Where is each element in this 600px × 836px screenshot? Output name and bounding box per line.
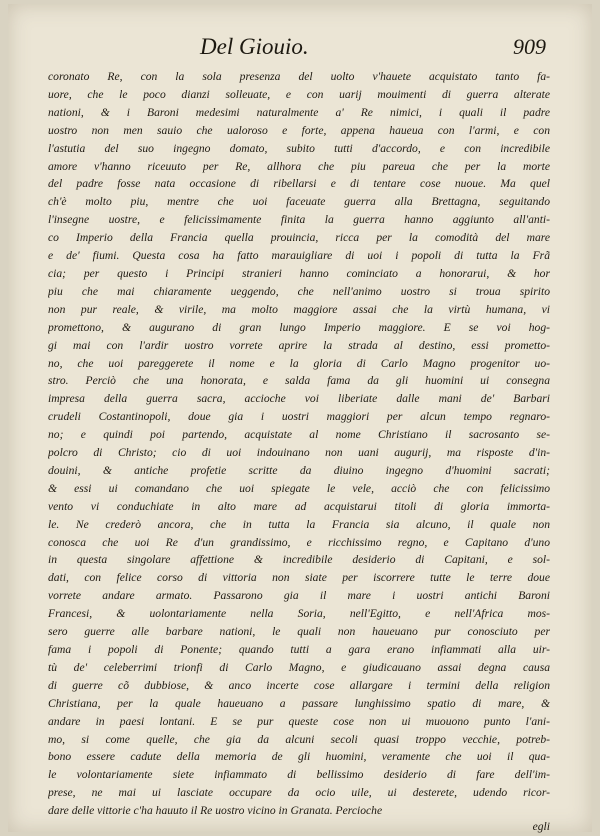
text-line: fama i popoli di Ponente; quando tutti a gara erano infiammati alla uir- <box>48 643 550 656</box>
text-line: e de' fiumi. Questa cosa ha fatto marauigliare di uoi i popoli di tutta la Frã <box>48 249 550 263</box>
text-line: nationi, & i Baroni medesimi naturalmente a' Re nimici, i quali il padre <box>48 105 550 119</box>
page-header <box>48 34 546 64</box>
text-line: del padre fosse nata occasione di ribellarsi e di tentare cose nuoue. Ma quel <box>48 177 550 191</box>
text-line: uostro non men sauio che ualoroso e forte, appena haueua con l'armi, e con <box>48 123 550 137</box>
text-line: Francesi, & uolontariamente nella Soria, nell'Egitto, e nell'Africa mos- <box>48 607 550 621</box>
text-line: uore, che le poco dianzi solleuate, e con uarij mouimenti di guerra alterate <box>48 87 550 101</box>
text-line: conosca che uoi Re d'un grandissimo, e ricchissimo regno, e Capitano d'uno <box>48 535 550 549</box>
text-line: coronato Re, con la sola presenza del uolto v'hauete acquistato tanto fa- <box>48 70 550 83</box>
text-line: dare delle vittorie c'ha hauuto il Re uostro vicino in Granata. Percioche <box>48 804 383 818</box>
text-line: non pur reale, & virile, ma molto maggiore assai che la virtù humana, vi <box>48 302 550 316</box>
text-line: l'astutia del suo ingegno domato, subito tutti d'accordo, e con incredibile <box>48 141 550 155</box>
text-line: mo, si come quelle, che gia da alcuni secoli quasi troppo vecchie, potreb- <box>48 732 550 746</box>
catchword: egli <box>532 820 550 834</box>
text-line: in questa singolare affettione & incredibile desiderio di Capitani, e sol- <box>48 553 550 567</box>
text-line: impresa della guerra sacra, accioche voi liberiate dalle mani de' Barbari <box>48 392 550 406</box>
text-line: le volontariamente siete infiammato di bellissimo desiderio di fare dell'im- <box>48 768 550 782</box>
text-line: amore v'hanno riceuuto per Re, allhora che piu pareua che per la morte <box>48 159 550 173</box>
text-line: sero guerre alle barbare nationi, le quali non haueuano pur conosciuto per <box>48 625 550 639</box>
text-line: vento vi conduchiate in alto mare ad acquistarui titoli di gloria immorta- <box>48 499 550 513</box>
text-line: douini, & antiche profetie scritte da diuino ingegno d'huomini sacrati; <box>48 463 550 477</box>
text-line: polcro di Christo; cio di uoi indouinano non uani augurij, ma risposte d'in- <box>48 446 550 460</box>
body-text <box>48 68 550 834</box>
text-line: no; e quindi poi partendo, acquistate al nome Christiano il sacrosanto se- <box>48 428 550 442</box>
book-page <box>8 4 592 832</box>
text-line: & essi ui comandano che uoi spiegate le vele, acciò che con felicissimo <box>48 481 550 495</box>
page-number: 909 <box>513 34 546 59</box>
text-line: ch'è molto piu, mentre che uoi faceuate guerra alla Brettagna, seguitando <box>48 195 550 209</box>
text-line: cia; per questo i Principi stranieri hanno cominciato a honorarui, & hor <box>48 266 550 280</box>
text-line: promettono, & augurano di gran lungo Imperio maggiore. E se voi hog- <box>48 320 550 334</box>
text-line: bono essere cadute della memoria de gli huomini, veramente che uoi il qua- <box>48 750 550 764</box>
text-line: no, che uoi pareggerete il nome e la gloria di Carlo Magno progenitor uo- <box>48 356 550 370</box>
text-line: vorrete andare armato. Passarono gia il mare i uostri antichi Baroni <box>48 589 550 603</box>
text-line: andare in paesi lontani. E se pur queste cose non ui muouono punto l'ani- <box>48 714 550 728</box>
text-line: le. Ne crederò ancora, che in tutta la Francia sia alcuno, il quale non <box>48 517 550 531</box>
text-line: crudeli Costantinopoli, doue gia i uostri maggiori per alcun tempo regnaro- <box>48 410 550 424</box>
text-line: tù de' celeberrimi trionfi di Carlo Magno, e giudicauano assai degna causa <box>48 660 550 674</box>
text-line: co Imperio della Francia quella prouincia, ricca per la comodità del mare <box>48 231 550 245</box>
text-line: Christiana, per la quale haueuano a passare lunghissimo spatio di mare, & <box>48 696 550 710</box>
text-line: piu che mai chiaramente ueggendo, che nell'animo uostro si troua spirito <box>48 284 550 298</box>
text-line: gi mai con l'ardir uostro vorrete aprire la strada al destino, essi prometto- <box>48 338 550 352</box>
text-line: di guerre cõ dubbiose, & anco incerte cose allargare i termini della religion <box>48 678 550 692</box>
running-head: Del Giouio. <box>200 34 309 59</box>
text-line: stro. Perciò che una honorata, e salda fama da gli huomini ui consegna <box>48 374 550 388</box>
text-line: l'insegne uostre, e felicissimamente finita la guerra hanno aggiunto all'anti- <box>48 213 550 227</box>
text-line: dati, con felice corso di vittoria non siate per iscorrere tutte le terre doue <box>48 571 550 585</box>
text-line: prese, ne mai ui lasciate occupare da ocio uile, ui desterete, udendo ricor- <box>48 786 550 800</box>
